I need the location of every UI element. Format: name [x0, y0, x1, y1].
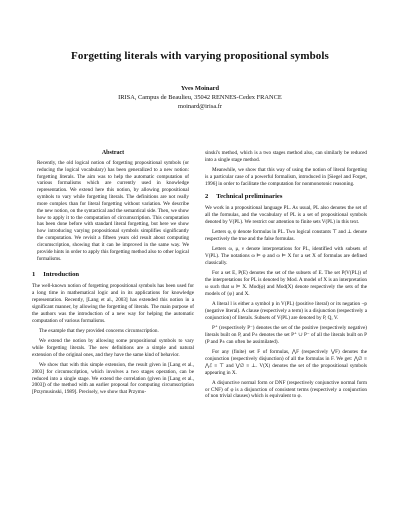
intro-continuation: Meanwhile, we show that this way of using the notion of literal forgetting is a particular case of a powerful formalism, introduced in [Siegel and Forget, 1996] in order to facilitate the computation for nonmonotonic reasoning. [205, 167, 367, 187]
prelim-paragraph: For any (finite) set F of formulas, ⋀F (respectively ⋁F) denotes the conjunction (respectively disjunction) of all the formulas in F. We get: ⋀∅ ≡ ⋀ℰ ≡ ⊤ and ⋁∅ ≡ ⊥. V(X) denotes the set of the propositional symbols appearing in X. [205, 348, 367, 376]
section-number: 2 [205, 192, 209, 200]
author-affiliation: IRISA, Campus de Beaulieu, 35042 RENNES-Cedex FRANCE [118, 94, 282, 101]
prelim-paragraph: For a set E, P(E) denotes the set of the subsets of E. The set P(V(PL)) of the interpretations for PL is denoted by Mod. A model of X is an interpretation ω such that ω ⊨ X. Mod(φ) and Mod(X) denote respectively the sets of the models of {φ} and X. [205, 270, 367, 297]
abstract-text: Recently, the old logical notion of forgetting propositional symbols (or reducing the logical vocabulary) has been generalized to a new notion: forgetting literals. The aim was to help the automatic computation of various formalisms which are currently used in knowledge representation. We extend here this notion, by allowing propositional symbols to vary while forgetting literals. The definitions are not really more complex than for literal forgetting without variation. We describe the new notion, on the syntactical and the semantical side. Then, we show how to apply it to the computation of circumscription. This computation has been done before with standard literal forgetting, but here we show how introducing varying propositional symbols simplifies significantly the computation. We revisit a fifteen years old result about computing circumscription, showing that it can be improved in the same way. We provide hints in order to apply this forgetting method also to other logical formalisms. [37, 159, 189, 262]
author-block [0, 84, 400, 111]
prelim-paragraph: A disjunctive normal form or DNF (respectively conjunctive normal form or CNF) of φ is a disjunction of consistent terms (respectively a conjunction of non trivial clauses) which is equivalent to φ. [205, 379, 367, 400]
section-title: Introduction [43, 270, 80, 278]
left-column [32, 150, 194, 400]
intro-paragraph: The example that they provided concerns circumscription. [39, 327, 159, 334]
intro-paragraph: We extend the notion by allowing some propositional symbols to vary while forgetting literals. The new definitions are a simple and natural extension of the original ones, and they have the same kind of behavior. [32, 338, 194, 358]
author-email: moinard@irisa.fr [177, 103, 223, 110]
prelim-paragraph: Letters ω, μ, ν denote interpretations for PL, identified with subsets of V(PL). The notations ω ⊨ φ and ω ⊨ X for a set X of formulas are defined classically. [205, 246, 367, 267]
intro-continuation: sinski's method, which is a two stages method also, can similarly be reduced into a single stage method. [205, 150, 367, 163]
right-column [205, 150, 367, 404]
author-name: Yves Moinard [180, 85, 220, 92]
section-title: Technical preliminaries [216, 192, 283, 200]
paper-title: Forgetting literals with varying propositional symbols [71, 50, 329, 62]
prelim-paragraph: P⁺ (respectively P⁻) denotes the set of the positive (respectively negative) literals built on P, and P± denotes the set P⁺ ∪ P⁻ of all the literals built on P (P and P± can often be assimilated). [205, 325, 367, 345]
prelim-paragraph: Letters φ, ψ denote formulas in PL. Two logical constants ⊤ and ⊥ denote respectively the true and the false formulas. [205, 229, 367, 243]
section-heading-preliminaries [205, 194, 367, 201]
section-heading-introduction [32, 272, 194, 279]
intro-paragraph: The well-known notion of forgetting propositional symbols has been used for a long time in mathematical logic and in its applications for knowledge representation. Recently, [Lang et al., 2003] has extended this notion in a significant manner, by allowing the forgetting of literals. The main purpose of the authors was the introduction of a new way for helping the automatic computation of various formalisms. [32, 283, 194, 324]
prelim-paragraph: We work in a propositional language PL. As usual, PL also denotes the set of all the formulas, and the vocabulary of PL is a set of propositional symbols denoted by V(PL). We restrict our attention to finite sets V(PL) in this text. [205, 205, 367, 226]
section-number: 1 [32, 270, 36, 278]
abstract-heading: Abstract [101, 150, 125, 156]
prelim-paragraph: A literal l is either a symbol p in V(PL) (positive literal) or its negation ¬p (negative literal). A clause (respectively a term) is a disjunction (respectively a conjunction) of literals. Subsets of V(PL) are denoted by P, Q, V. [205, 301, 367, 321]
intro-paragraph: We show that with this simple extension, the result given in [Lang et al., 2003] for circumscription, which involves a two stages operation, can be reduced into a single stage. We extend the correlation (given in [Lang et al., 2003]) of the method with an earlier proposal for computing circumscription [Przymusinski, 1989]. Precisely, we show that Przymu- [32, 361, 194, 396]
